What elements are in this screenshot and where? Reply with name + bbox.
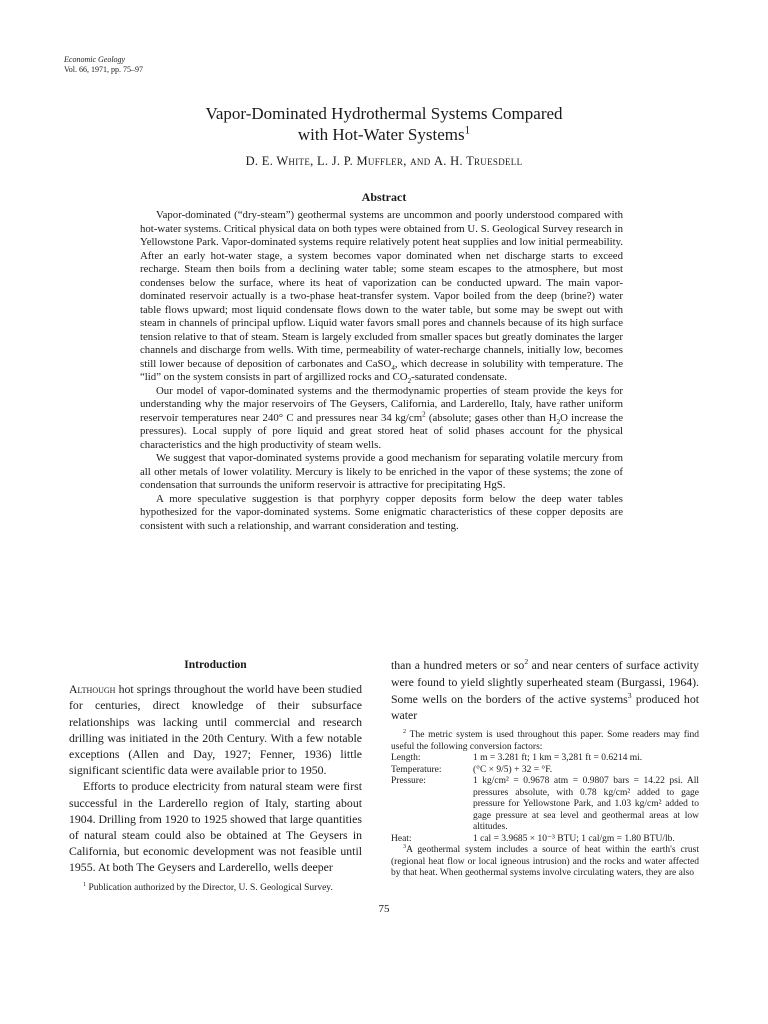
author-2: L. J. P. Muffler, — [316, 154, 407, 168]
conversion-row — [391, 834, 699, 846]
paper-title — [0, 103, 768, 145]
conversion-label: Heat: — [391, 833, 412, 844]
author-3: A. H. Truesdell — [433, 154, 523, 168]
author-and: and — [410, 154, 431, 168]
author-list — [0, 154, 768, 169]
conversion-value: 1 m = 3.281 ft; 1 km = 3,281 ft = 0.6214 mi. — [473, 753, 643, 764]
title-line-1: Vapor-Dominated Hydrothermal Systems Compared — [205, 104, 563, 123]
conversion-table — [391, 753, 699, 845]
title-line-2: with Hot-Water Systems — [297, 125, 465, 144]
right-column — [391, 657, 699, 880]
footnotes — [391, 730, 699, 880]
page-number: 75 — [378, 903, 390, 915]
journal-name: Economic Geology — [64, 55, 126, 64]
title-footnote-marker: 1 — [464, 124, 471, 137]
footnote-3: $^3$A geothermal system includes a source of heat within the earth's crust (regional heat flow or local igneous intrusion) and the rocks and water affected by that heat. When geothermal systems involve circulating waters, they are also — [391, 844, 699, 879]
abstract-body — [140, 209, 623, 533]
conversion-label: Length: — [391, 753, 421, 764]
intro-paragraph: Although hot springs throughout the world have been studied for centuries, direct knowledge of their subsurface relationships was lacking until commercial and research drilling was initiated in the 20th Century. With a few notable exceptions (Allen and Day, 1927; Fenner, 1936) little significant scientific data were available prior to 1950. — [69, 682, 362, 778]
abstract-paragraph: A more speculative suggestion is that porphyry copper deposits form below the deep water tables hypothesized for the vapor-dominated systems. Some enigmatic characteristics of these copper deposits are consistent with such a relationship, and warrant consideration and testing. — [140, 492, 623, 532]
conversion-row — [391, 776, 699, 834]
conversion-value: 1 kg/cm² = 0.9678 atm = 0.9807 bars = 14.22 psi. All pressures absolute, with 0.78 kg/cm² added to gage pressure for Yellowstone Park, and 1.03 kg/cm² added to gage pressure at sea level and geothermal areas at low altitudes. — [473, 776, 699, 833]
conversion-value: 1 cal = 3.9685 × 10⁻³ BTU; 1 cal/gm = 1.80 BTU/lb. — [473, 833, 675, 844]
footnote-2: $^2$ The metric system is used throughout this paper. Some readers may find useful the following conversion factors: — [391, 729, 699, 752]
abstract-paragraph: Our model of vapor-dominated systems and the thermodynamic properties of steam provide the keys for understanding why the major reservoirs of The Geysers, California, and Larderello, Italy, have rather uniform reservoir temperatures near 240° C and pressures near 34 $kg/cm^2$ (absolute; gases other than $H_2O$ increase the pressures). Local supply of pore liquid and great stored heat of solid phases account for the physical characteristics and the high productivity of steam wells. — [140, 384, 624, 451]
conversion-row — [391, 753, 699, 765]
intro-paragraph: Efforts to produce electricity from natural steam were first successful in the Larderello region of Italy, starting about 1904. Drilling from 1920 to 1925 showed that large quantities of natural steam could also be obtained at The Geysers in California, but economic development was not feasible until 1955. At both The Geysers and Larderello, wells deeper — [69, 779, 362, 875]
abstract-heading: Abstract — [361, 190, 407, 204]
abstract-paragraph: We suggest that vapor-dominated systems provide a good mechanism for separating volatile mercury from all other metals of lower volatility. Mercury is likely to be enriched in the vapor of these systems; the zone of condensation that surrounds the uniform reservoir is attractive for precipitating HgS. — [140, 452, 623, 491]
author-1: D. E. White, — [245, 154, 314, 168]
conversion-label: Pressure: — [391, 776, 426, 787]
journal-volume: Vol. 66, 1971, pp. 75–97 — [64, 65, 143, 74]
conversion-label: Temperature: — [391, 764, 442, 775]
introduction-heading: Introduction — [184, 659, 247, 671]
abstract-paragraph: Vapor-dominated (“dry-steam”) geothermal systems are uncommon and poorly understood compared with hot-water systems. Critical physical data on both types were obtained from U. S. Geological Survey research in Yellowstone Park. Vapor-dominated systems require relatively potent heat supplies and low initial permeability. After an early hot-water stage, a system becomes vapor dominated when net discharge starts to exceed recharge. Steam then boils from a declining water table; some steam escapes to the atmosphere, but most condenses below the surface, where its heat of vaporization can be conducted upward. The main vapor-dominated reservoir actually is a two-phase heat-transfer system. Vapor boiled from the deep (brine?) water table flows upward; most liquid condensate flows down to the water table, but some may be swept out with steam in channels of principal upflow. Liquid water favors small pores and channels because of its high surface tension relative to that of steam. Steam is largely excluded from smaller spaces but greatly dominates the larger channels and discharge from wells. With time, permeability of water-recharge channels, initially low, becomes still lower because of deposition of carbonates and CaSO$_4$, which decrease in solubility with temperature. The “lid” on the system consists in part of argillized rocks and $CO_2$-saturated condensate. — [140, 209, 623, 386]
conversion-row — [391, 765, 699, 777]
journal-citation — [64, 55, 143, 75]
intro-continuation: than a hundred meters or $so^2$ and near centers of surface activity were found to yield slightly superheated steam (Burgassi, 1964). Some wells on the borders of the active systems$^3$ produced hot water — [391, 657, 699, 723]
left-column — [69, 657, 362, 894]
footnote-1: $^1$ Publication authorized by the Director, U. S. Geological Survey. — [83, 881, 333, 893]
conversion-value: (°C × 9/5) + 32 = °F. — [473, 764, 553, 775]
